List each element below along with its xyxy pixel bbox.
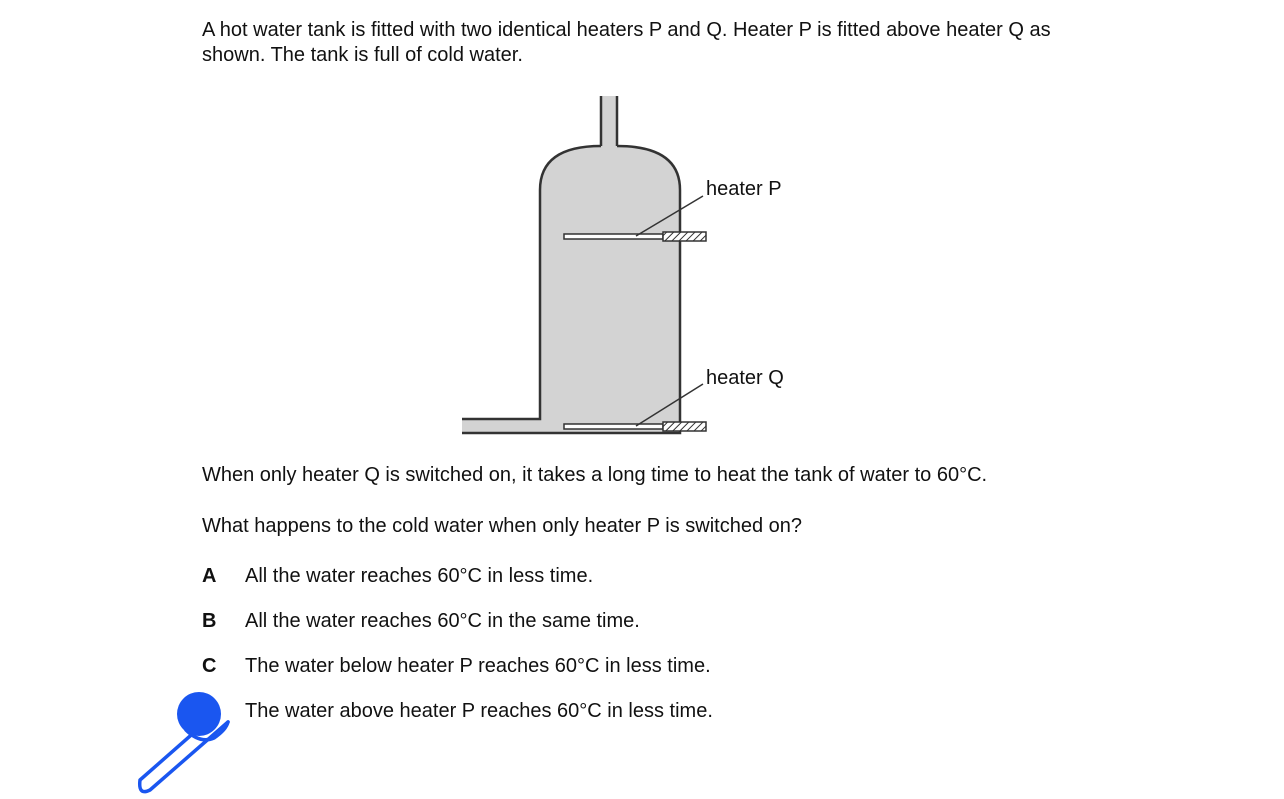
option-letter: B [202,610,217,632]
intro-line-2: shown. The tank is full of cold water. [202,44,523,66]
heater-q-label: heater Q [706,367,784,389]
option-text: The water above heater P reaches 60°C in less time. [245,700,713,722]
option-text: The water below heater P reaches 60°C in less time. [245,655,711,677]
option-text: All the water reaches 60°C in the same time. [245,610,640,632]
question-stem-1: When only heater Q is switched on, it takes a long time to heat the tank of water to 60°C. [202,464,988,486]
option-text: All the water reaches 60°C in less time. [245,565,594,587]
intro-line-1: A hot water tank is fitted with two identical heaters P and Q. Heater P is fitted above heater Q as [202,19,1051,41]
option-letter: C [202,655,217,677]
heater-p-label: heater P [706,178,782,200]
question-stem-2: What happens to the cold water when only heater P is switched on? [202,515,802,537]
option-letter: A [202,565,217,587]
